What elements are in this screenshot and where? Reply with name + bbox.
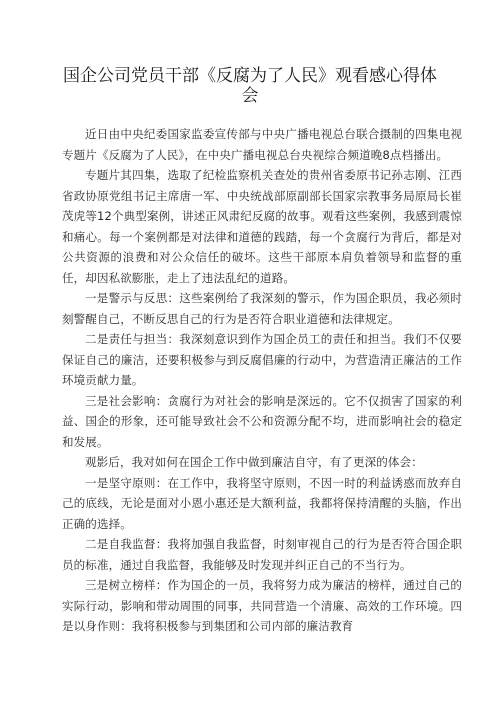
paragraph-intro: 近日由中央纪委国家监委宣传部与中央广播电视总台联合摄制的四集电视专题片《反腐为了人民》，在中央广播电视总台央视综合频道晚8点档播出。 bbox=[62, 127, 462, 162]
paragraph-self-supervision: 二是自我监督：我将加强自我监督，时刻审视自己的行为是否符合国企职员的标准，通过自我监督，我能够及时发现并纠正自己的不当行为。 bbox=[62, 537, 462, 572]
paragraph-responsibility: 二是责任与担当：我深刻意识到作为国企员工的责任和担当。我们不仅要保证自己的廉洁，还要积极参与到反腐倡廉的行动中，为营造清正廉洁的工作环境贡献力量。 bbox=[62, 332, 462, 387]
document-body bbox=[62, 124, 462, 637]
paragraph-principles: 一是坚守原则：在工作中，我将坚守原则，不因一时的利益诱惑而放弃自己的底线，无论是面对小恩小惠还是大额利益，我都将保持清醒的头脑，作出正确的选择。 bbox=[62, 475, 462, 531]
paragraph-role-model: 三是树立榜样：作为国企的一员，我将努力成为廉洁的榜样，通过自己的实际行动，影响和带动周围的同事，共同营造一个清廉、高效的工作环境。四是以身作则：我将积极参与到集团和公司内部的廉洁教育 bbox=[62, 578, 462, 633]
paragraph-social-impact: 三是社会影响：贪腐行为对社会的影响是深远的。它不仅损害了国家的利益、国企的形象，还可能导致社会不公和资源分配不均，进而影响社会的稳定和发展。 bbox=[62, 393, 462, 449]
document-title: 国企公司党员干部《反腐为了人民》观看感心得体会 bbox=[63, 66, 437, 106]
paragraph-warning-reflection: 一是警示与反思：这些案例给了我深刻的警示，作为国企职员，我必须时刻警醒自己，不断反思自己的行为是否符合职业道德和法律规定。 bbox=[62, 291, 462, 326]
paragraph-series-overview: 专题片其四集，选取了纪检监察机关查处的贵州省委原书记孙志刚、江西省政协原党组书记主席唐一军、中央统战部原副部长国家宗教事务局原局长崔茂虎等12个典型案例，讲述正风肃纪反腐的故事。观看这些案例，我感到震惊和痛心。每一个案例都是对法律和道德的践踏，每一个贪腐行为背后，都是对公共资源的浪费和对公众信任的破坏。这些干部原本肩负着领导和监督的重任，却因私欲膨胀，走上了违法乱纪的道路。 bbox=[62, 168, 462, 285]
paragraph-after-viewing: 观影后，我对如何在国企工作中做到廉洁自守，有了更深的体会： bbox=[85, 455, 423, 469]
